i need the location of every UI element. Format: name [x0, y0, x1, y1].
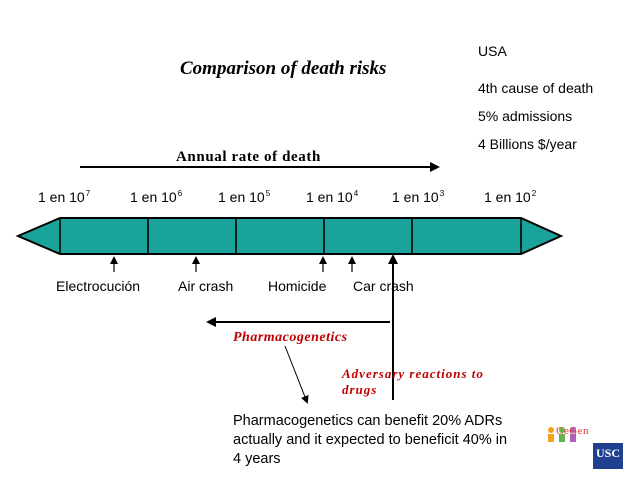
note-line: Pharmacogenetics can benefit 20% ADRs — [233, 413, 503, 429]
usa-stat: 5% admissions — [478, 108, 573, 124]
scale-label: 1 en $10^2$ — [484, 189, 537, 205]
cause-label: Air crash — [178, 278, 234, 294]
usa-stat: 4th cause of death — [478, 80, 594, 96]
scale-label: 1 en $10^4$ — [306, 189, 359, 205]
cause-label: Car crash — [353, 278, 414, 294]
pharmacogenetics-label: Pharmacogenetics — [233, 330, 348, 345]
slide-title: Comparison of death risks — [180, 58, 387, 79]
usc-logo: USC — [593, 443, 623, 469]
annual-rate-label: Annual rate of death — [176, 149, 321, 165]
adr-label: Adversary reactions to drugs — [342, 366, 484, 397]
scale-label: 1 en $10^5$ — [218, 189, 271, 205]
scale-label: 1 en $10^6$ — [130, 189, 183, 205]
note-line: actually and it expected to beneficit 40% in — [233, 432, 508, 448]
cause-label: Electrocución — [56, 278, 141, 294]
cause-label: Homicide — [268, 278, 327, 294]
usa-heading: USA — [478, 43, 507, 59]
timeline-bar — [18, 218, 561, 254]
note-line: 4 years — [233, 451, 281, 467]
usa-stat: 4 Billions $/year — [478, 136, 577, 152]
note-text — [233, 412, 507, 469]
cegen-logo: CeGen — [556, 425, 590, 437]
scale-label: 1 en $10^7$ — [38, 189, 91, 205]
note-pointer — [285, 346, 307, 402]
scale-label: 1 en $10^3$ — [392, 189, 445, 205]
